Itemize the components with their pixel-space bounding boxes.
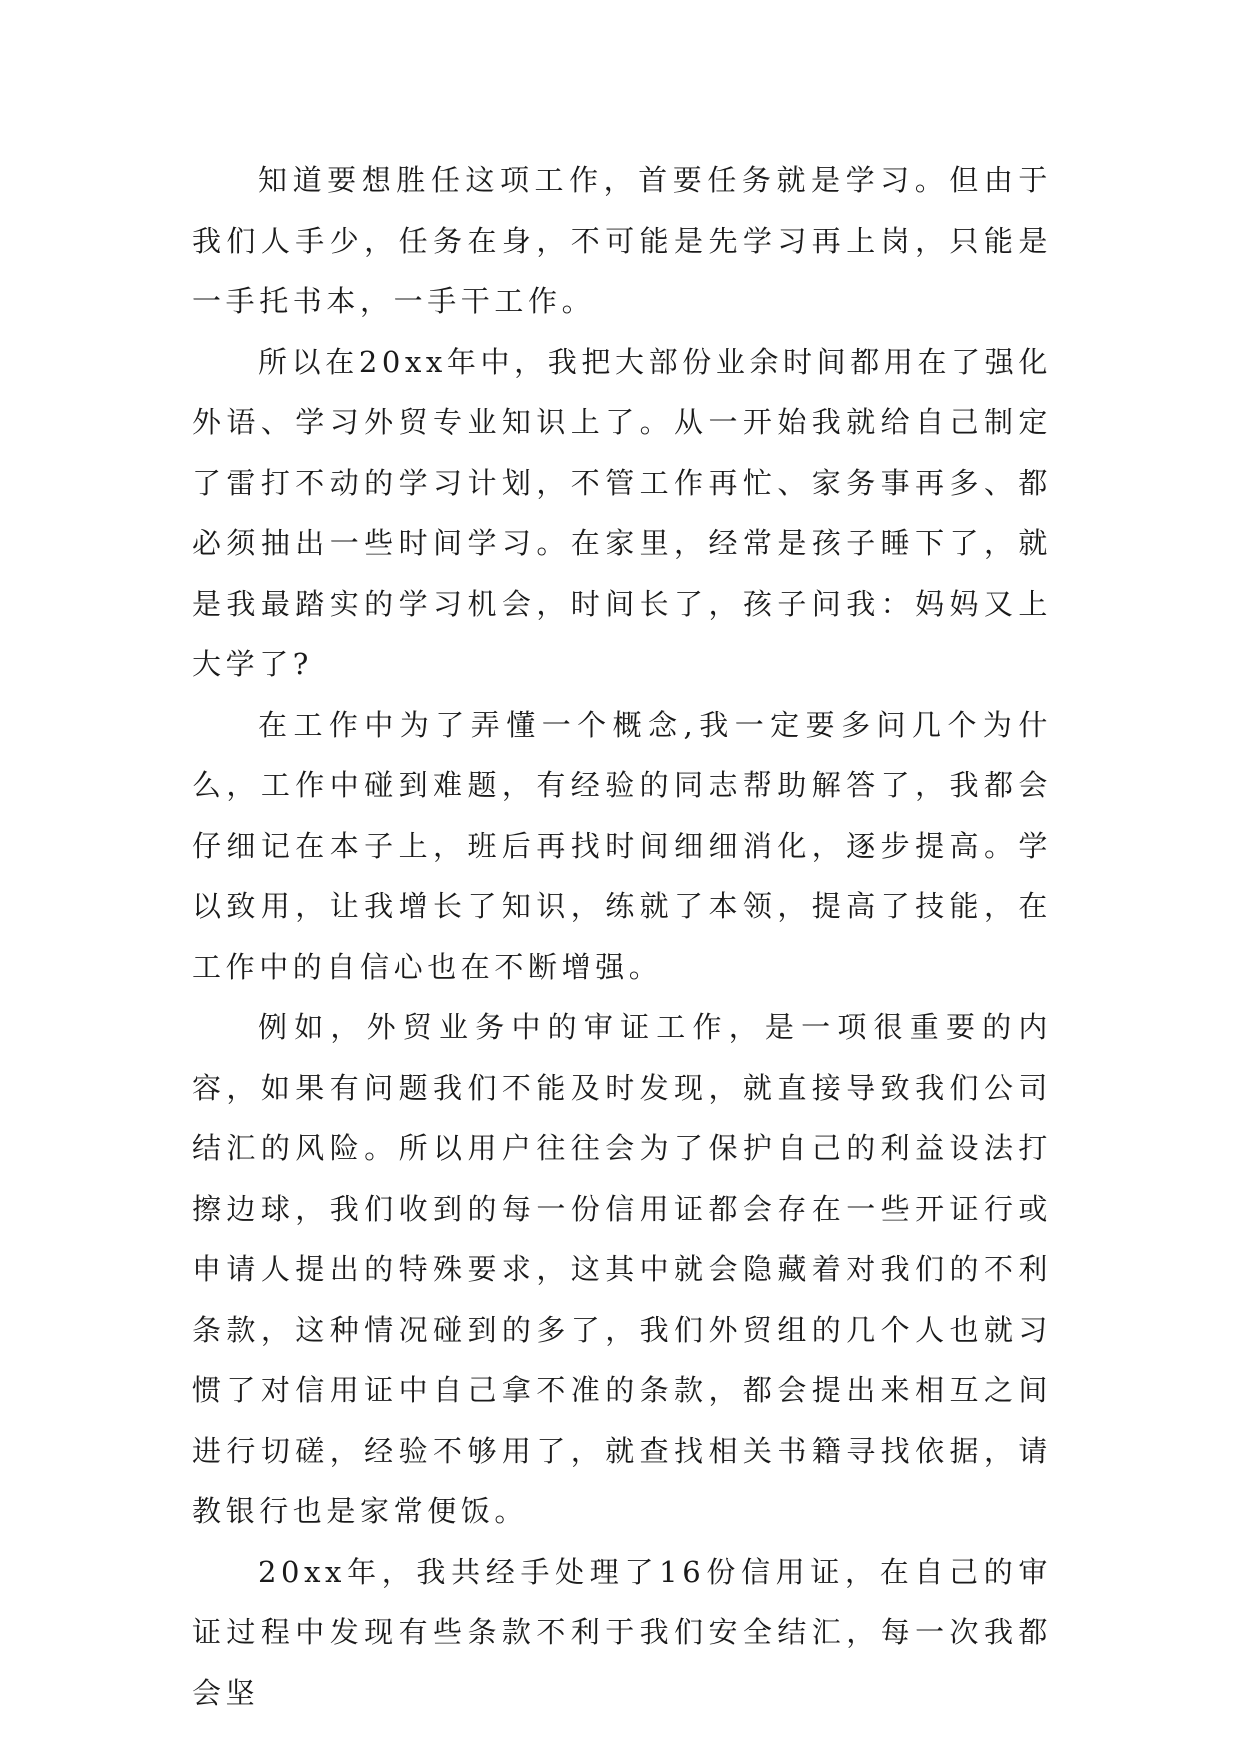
document-page	[192, 150, 1052, 1723]
paragraph-3: 在工作中为了弄懂一个概念,我一定要多问几个为什么，工作中碰到难题，有经验的同志帮助解答了，我都会仔细记在本子上，班后再找时间细细消化，逐步提高。学以致用，让我增长了知识，练就了本领，提高了技能，在工作中的自信心也在不断增强。	[192, 707, 1052, 984]
paragraph-5: 20xx年，我共经手处理了16份信用证，在自己的审证过程中发现有些条款不利于我们安全结汇，每一次我都会坚	[192, 1554, 1052, 1710]
paragraph-1: 知道要想胜任这项工作，首要任务就是学习。但由于我们人手少，任务在身，不可能是先学习再上岗，只能是一手托书本，一手干工作。	[192, 163, 1052, 318]
paragraph-2: 所以在20xx年中，我把大部份业余时间都用在了强化外语、学习外贸专业知识上了。从一开始我就给自己制定了雷打不动的学习计划，不管工作再忙、家务事再多、都必须抽出一些时间学习。在家里，经常是孩子睡下了，就是我最踏实的学习机会，时间长了，孩子问我：妈妈又上大学了?	[192, 344, 1052, 681]
paragraph-4: 例如，外贸业务中的审证工作，是一项很重要的内容，如果有问题我们不能及时发现，就直接导致我们公司结汇的风险。所以用户往往会为了保护自己的利益设法打擦边球，我们收到的每一份信用证都会存在一些开证行或申请人提出的特殊要求，这其中就会隐藏着对我们的不利条款，这种情况碰到的多了，我们外贸组的几个人也就习惯了对信用证中自己拿不准的条款，都会提出来相互之间进行切磋，经验不够用了，就查找相关书籍寻找依据，请教银行也是家常便饭。	[192, 1010, 1052, 1528]
